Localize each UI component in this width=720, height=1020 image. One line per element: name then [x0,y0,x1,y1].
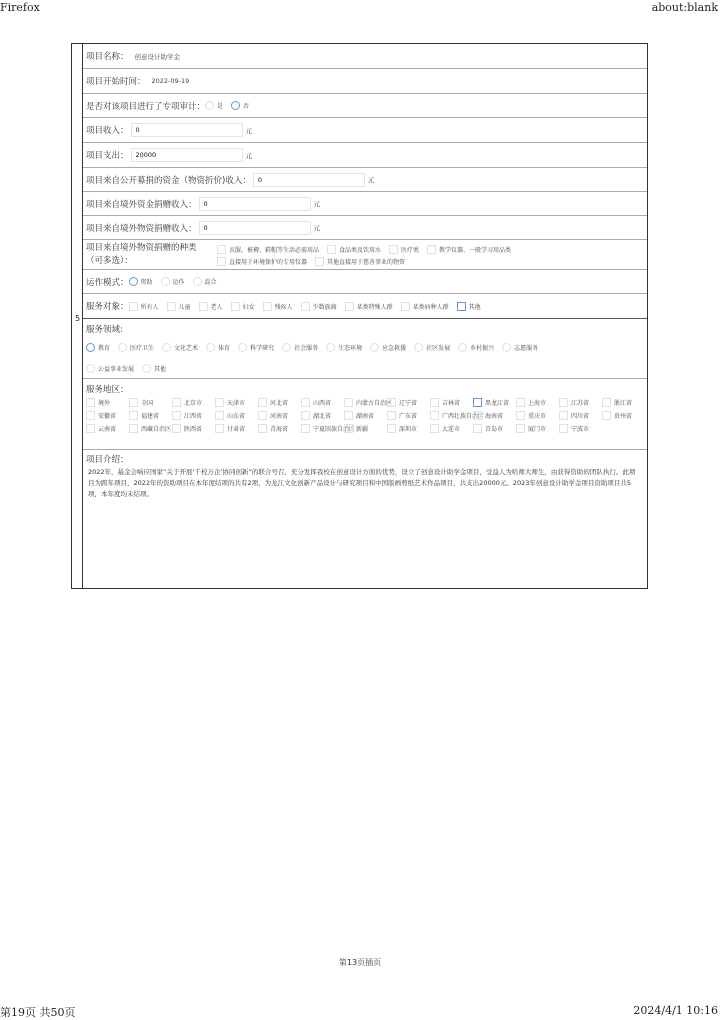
region-option[interactable] [473,422,516,435]
foreign-fund-input[interactable]: 0 [199,197,311,211]
target-option[interactable] [129,302,159,311]
radio-icon[interactable] [326,343,335,352]
goods-type-option[interactable] [315,257,405,266]
region-option-label: 浙江省 [614,400,633,407]
audit-yes-label: 是 [217,103,224,110]
radio-icon[interactable] [162,343,171,352]
target-option-label: 残疾人 [274,303,293,311]
region-option-label: 广东省 [399,413,418,420]
region-option-label: 黑龙江省 [485,400,510,407]
radio-icon[interactable] [282,343,291,352]
goods-type-label: 医疗类 [401,246,420,254]
checkbox-checked-icon[interactable] [457,302,466,311]
goods-type-label: 教学仪器、一般学习用品类 [439,246,512,254]
checkbox-icon[interactable] [129,411,138,420]
mode-option-label: 资助 [140,279,153,286]
mode-option-fund[interactable] [129,277,153,286]
audit-label: 是否对该项目进行了专项审计： [86,101,206,112]
checkbox-icon[interactable] [231,302,240,311]
field-option-label: 教育 [98,345,111,352]
page-insert-note: 第13页插页 [338,958,382,967]
target-option-other[interactable] [457,302,481,311]
intro-label: 项目介绍： [86,455,129,465]
radio-selected-icon[interactable] [86,343,95,352]
region-option-label: 深圳市 [399,426,418,433]
service-field-row [83,319,647,379]
target-row [83,294,647,319]
audit-no-label: 否 [243,103,250,110]
region-option-label: 山西省 [313,400,332,407]
target-option-label: 老人 [210,303,223,311]
field-option[interactable] [370,343,406,352]
region-option[interactable] [129,422,172,435]
checkbox-icon[interactable] [258,411,267,420]
expense-row [83,143,647,168]
row-number-column [72,44,83,588]
income-row [83,118,647,143]
foreign-fund-row [83,192,647,216]
foreign-goods-label: 项目来自境外物资捐赠收入： [86,223,197,234]
field-option[interactable] [142,364,166,373]
region-option-label: 河南省 [270,413,289,420]
goods-types-label: 项目来自境外物资捐赠的种类 [86,243,197,253]
radio-icon[interactable] [142,364,151,373]
checkbox-icon[interactable] [86,424,95,433]
radio-icon[interactable] [205,101,214,110]
region-option-label: 安徽省 [98,413,117,420]
income-unit: 元 [245,126,253,135]
region-grid [86,396,646,435]
field-option[interactable] [414,343,450,352]
region-option-label: 江西省 [184,413,203,420]
region-option-label: 海南省 [485,413,504,420]
target-option[interactable] [301,302,337,311]
income-label: 项目收入： [86,126,129,136]
checkbox-icon[interactable] [516,411,525,420]
mode-option-label: 混合 [204,279,217,286]
target-option[interactable] [263,302,293,311]
field-option-label: 科学研究 [250,345,275,352]
region-option[interactable] [172,396,215,409]
region-option[interactable] [473,409,516,422]
field-option-label: 其他 [154,366,167,373]
goods-type-label: 其他直接用于慈善事业的物资 [327,258,406,266]
target-option-label: 少数族裔 [312,303,337,311]
region-option-label: 广西壮族自治区 [442,413,485,420]
region-option-label: 西藏自治区 [141,426,172,433]
checkbox-icon[interactable] [516,424,525,433]
checkbox-icon[interactable] [199,302,208,311]
expense-label: 项目支出： [86,151,129,161]
target-option-label: 某类病种人群 [412,303,449,311]
region-option[interactable] [430,409,485,422]
region-option-label: 新疆 [356,426,369,433]
goods-type-option[interactable] [217,257,307,266]
checkbox-icon[interactable] [258,424,267,433]
region-option-label: 全国 [141,400,154,407]
browser-name: Firefox [0,1,40,14]
checkbox-icon[interactable] [430,411,439,420]
target-option[interactable] [199,302,223,311]
region-option-label: 云南省 [98,426,117,433]
checkbox-icon[interactable] [129,302,138,311]
region-option[interactable] [215,409,258,422]
field-option[interactable] [118,343,154,352]
field-option-label: 乡村振兴 [470,345,495,352]
service-region-label: 服务地区： [86,385,129,395]
region-option-label: 境外 [98,400,111,407]
region-option-label: 宁夏回族自治区 [313,426,356,433]
radio-selected-icon[interactable] [129,277,138,286]
checkbox-icon[interactable] [301,411,310,420]
region-option[interactable] [344,409,387,422]
region-option[interactable] [344,422,387,435]
region-option[interactable] [473,396,516,409]
project-form-table [71,43,648,589]
checkbox-icon[interactable] [602,411,611,420]
checkbox-icon[interactable] [559,398,568,407]
checkbox-icon[interactable] [301,398,310,407]
audit-option-no[interactable] [231,101,249,110]
field-option[interactable] [458,343,494,352]
project-name-label: 项目名称： [86,52,129,62]
start-date-value: 2022-09-19 [151,77,190,85]
region-option[interactable] [86,396,129,409]
checkbox-icon[interactable] [387,398,396,407]
income-input[interactable]: 0 [131,123,243,137]
checkbox-icon[interactable] [559,411,568,420]
field-option-label: 社会服务 [294,345,319,352]
region-option[interactable] [215,396,258,409]
region-option[interactable] [172,409,215,422]
region-option[interactable] [301,396,344,409]
radio-icon[interactable] [238,343,247,352]
region-option[interactable] [258,422,301,435]
radio-icon[interactable] [86,364,95,373]
goods-types-row [83,240,647,270]
checkbox-icon[interactable] [345,302,354,311]
checkbox-icon[interactable] [215,424,224,433]
region-option[interactable] [215,422,258,435]
region-option[interactable] [258,409,301,422]
page-count: 第19页 共50页 [0,1006,76,1019]
region-option-label: 江苏省 [571,400,590,407]
checkbox-icon[interactable] [263,302,272,311]
region-option[interactable] [559,409,602,422]
region-option-label: 青岛市 [485,426,504,433]
mode-row [83,270,647,294]
radio-icon[interactable] [502,343,511,352]
expense-input[interactable]: 20000 [131,148,243,162]
radio-selected-icon[interactable] [231,101,240,110]
foreign-goods-unit: 元 [313,224,321,232]
field-option[interactable] [502,343,538,352]
region-option-label: 河北省 [270,400,289,407]
region-option-label: 吉林省 [442,400,461,407]
checkbox-icon[interactable] [387,411,396,420]
checkbox-icon[interactable] [516,398,525,407]
goods-type-label: 食品类及饮用水 [339,246,382,254]
field-option[interactable] [238,343,274,352]
project-name-value: 创意设计助学金 [134,52,181,61]
checkbox-icon[interactable] [427,245,436,254]
checkbox-icon[interactable] [172,424,181,433]
foreign-fund-unit: 元 [313,200,321,208]
audit-option-yes[interactable] [205,101,223,110]
field-option-label: 体育 [218,345,231,352]
checkbox-icon[interactable] [258,398,267,407]
target-option[interactable] [231,302,255,311]
radio-icon[interactable] [193,277,202,286]
region-option[interactable] [516,396,559,409]
target-option-label: 妇女 [242,303,255,311]
goods-types-label-multi: （可多选）： [86,256,133,266]
checkbox-icon[interactable] [217,257,226,266]
region-option-label: 四川省 [571,413,590,420]
region-option[interactable] [258,396,301,409]
field-option-label: 生态环境 [338,345,363,352]
public-fund-row [83,168,647,192]
field-option[interactable] [282,343,318,352]
region-option[interactable] [301,422,356,435]
region-option[interactable] [516,422,559,435]
region-option-label: 甘肃省 [227,426,246,433]
field-option-label: 志愿服务 [514,345,539,352]
goods-type-label: 直接用于环境保护的专用仪器 [229,258,308,266]
public-fund-unit: 元 [367,176,375,184]
checkbox-icon[interactable] [217,245,226,254]
target-option-label: 其他 [468,303,481,311]
checkbox-icon[interactable] [473,411,482,420]
start-date-row [83,69,647,94]
region-option[interactable] [559,422,602,435]
region-option-label: 湖南省 [356,413,375,420]
checkbox-icon[interactable] [301,424,310,433]
radio-icon[interactable] [370,343,379,352]
goods-type-option[interactable] [327,245,381,254]
field-option-label: 医疗卫生 [130,345,155,352]
checkbox-icon[interactable] [401,302,410,311]
form-content [83,44,647,588]
region-option-label: 天津市 [227,400,246,407]
intro-row [83,450,647,590]
expense-unit: 元 [245,151,253,160]
checkbox-icon[interactable] [344,398,353,407]
region-option-label: 上海市 [528,400,547,407]
public-fund-label: 项目来自公开募捐的资金（物资折价)收入： [86,175,251,186]
region-option-label: 重庆市 [528,413,547,420]
region-option[interactable] [387,409,430,422]
checkbox-icon[interactable] [167,302,176,311]
region-option[interactable] [430,422,473,435]
region-option-label: 厦门市 [528,426,547,433]
foreign-goods-input[interactable]: 0 [199,221,311,235]
target-option[interactable] [345,302,393,311]
checkbox-icon[interactable] [602,398,611,407]
mode-label: 运作模式： [86,277,129,288]
goods-type-label: 衣服、被褥、鞋帽等生活必需用品 [229,246,320,254]
checkbox-icon[interactable] [301,302,310,311]
checkbox-icon[interactable] [172,398,181,407]
region-option[interactable] [301,409,344,422]
target-option-label: 某类特殊人群 [356,303,393,311]
region-option[interactable] [602,396,645,409]
project-name-row [83,44,647,69]
region-option[interactable] [129,409,172,422]
field-option[interactable] [86,343,110,352]
radio-icon[interactable] [458,343,467,352]
region-option[interactable] [129,396,172,409]
radio-icon[interactable] [414,343,423,352]
region-option[interactable] [172,422,215,435]
row-number: 5 [75,314,81,323]
radio-icon[interactable] [161,277,170,286]
mode-option-mixed[interactable] [193,277,217,286]
region-option-label: 辽宁省 [399,400,418,407]
target-option[interactable] [167,302,191,311]
field-option[interactable] [206,343,230,352]
region-option-label: 内蒙古自治区 [356,400,393,407]
checkbox-icon[interactable] [327,245,336,254]
checkbox-icon[interactable] [559,424,568,433]
checkbox-icon[interactable] [215,411,224,420]
mode-option-label: 运作 [172,279,185,286]
checkbox-icon[interactable] [86,398,95,407]
region-option[interactable] [387,422,430,435]
checkbox-icon[interactable] [387,424,396,433]
checkbox-icon[interactable] [129,398,138,407]
region-option-label: 贵州省 [614,413,633,420]
region-option-label: 陕西省 [184,426,203,433]
region-option[interactable] [559,396,602,409]
checkbox-icon[interactable] [344,411,353,420]
field-option-label: 文化艺术 [174,345,199,352]
goods-type-option[interactable] [389,245,419,254]
checkbox-icon[interactable] [315,257,324,266]
checkbox-icon[interactable] [129,424,138,433]
start-date-label: 项目开始时间： [86,77,146,87]
target-option-label: 儿童 [178,303,191,311]
checkbox-icon[interactable] [473,424,482,433]
target-option[interactable] [401,302,449,311]
checkbox-checked-icon[interactable] [473,398,482,407]
radio-icon[interactable] [206,343,215,352]
region-option-label: 宁波市 [571,426,590,433]
field-option[interactable] [326,343,362,352]
region-option-label: 青海省 [270,426,289,433]
checkbox-icon[interactable] [215,398,224,407]
page-url: about:blank [651,1,718,14]
region-option[interactable] [86,422,129,435]
target-label: 服务对象： [86,302,129,312]
checkbox-icon[interactable] [430,398,439,407]
public-fund-input[interactable]: 0 [253,173,365,187]
region-option[interactable] [430,396,473,409]
target-option-label: 所有人 [140,303,159,311]
checkbox-icon[interactable] [344,424,353,433]
region-option[interactable] [387,396,430,409]
region-option-label: 山东省 [227,413,246,420]
region-option-label: 福建省 [141,413,160,420]
region-option[interactable] [344,396,393,409]
foreign-fund-label: 项目来自境外资金捐赠收入： [86,199,197,210]
field-option-label: 公益事业发展 [98,366,135,373]
field-option-label: 应急救援 [382,345,407,352]
region-option[interactable] [602,409,645,422]
region-option[interactable] [516,409,559,422]
checkbox-icon[interactable] [430,424,439,433]
goods-type-option[interactable] [427,245,511,254]
region-option-label: 湖北省 [313,413,332,420]
foreign-goods-row [83,216,647,240]
goods-type-option[interactable] [217,245,319,254]
mode-option-operate[interactable] [161,277,185,286]
checkbox-icon[interactable] [389,245,398,254]
region-option[interactable] [86,409,129,422]
checkbox-icon[interactable] [172,411,181,420]
field-option[interactable] [86,364,134,373]
intro-text: 2022年，基金会响应国家“关于开展‘千校万企’协同创新”的联合号召，充分发挥我校在创意设计方面的优势，设立了创意设计助学金项目，受益人为哈师大师生，由获得资助的团队执行。此项目为跨年项目，2022年的资助项目在本年度结项的共有2项，为龙江文化创新产品设计与研究项目和中国版画剪纸艺术作品项目，共支出20000元。2023年创意设计助学金项目资助项目共5项，本年度均未结项。 [88,468,636,498]
checkbox-icon[interactable] [86,411,95,420]
service-field-label: 服务领域: [86,325,123,335]
region-option-label: 北京市 [184,400,203,407]
service-region-row [83,379,647,450]
region-option-label: 大连市 [442,426,461,433]
radio-icon[interactable] [118,343,127,352]
field-option-label: 社区发展 [426,345,451,352]
print-datetime: 2024/4/1 10:16 [633,1004,718,1017]
audit-row [83,94,647,118]
field-option[interactable] [162,343,198,352]
